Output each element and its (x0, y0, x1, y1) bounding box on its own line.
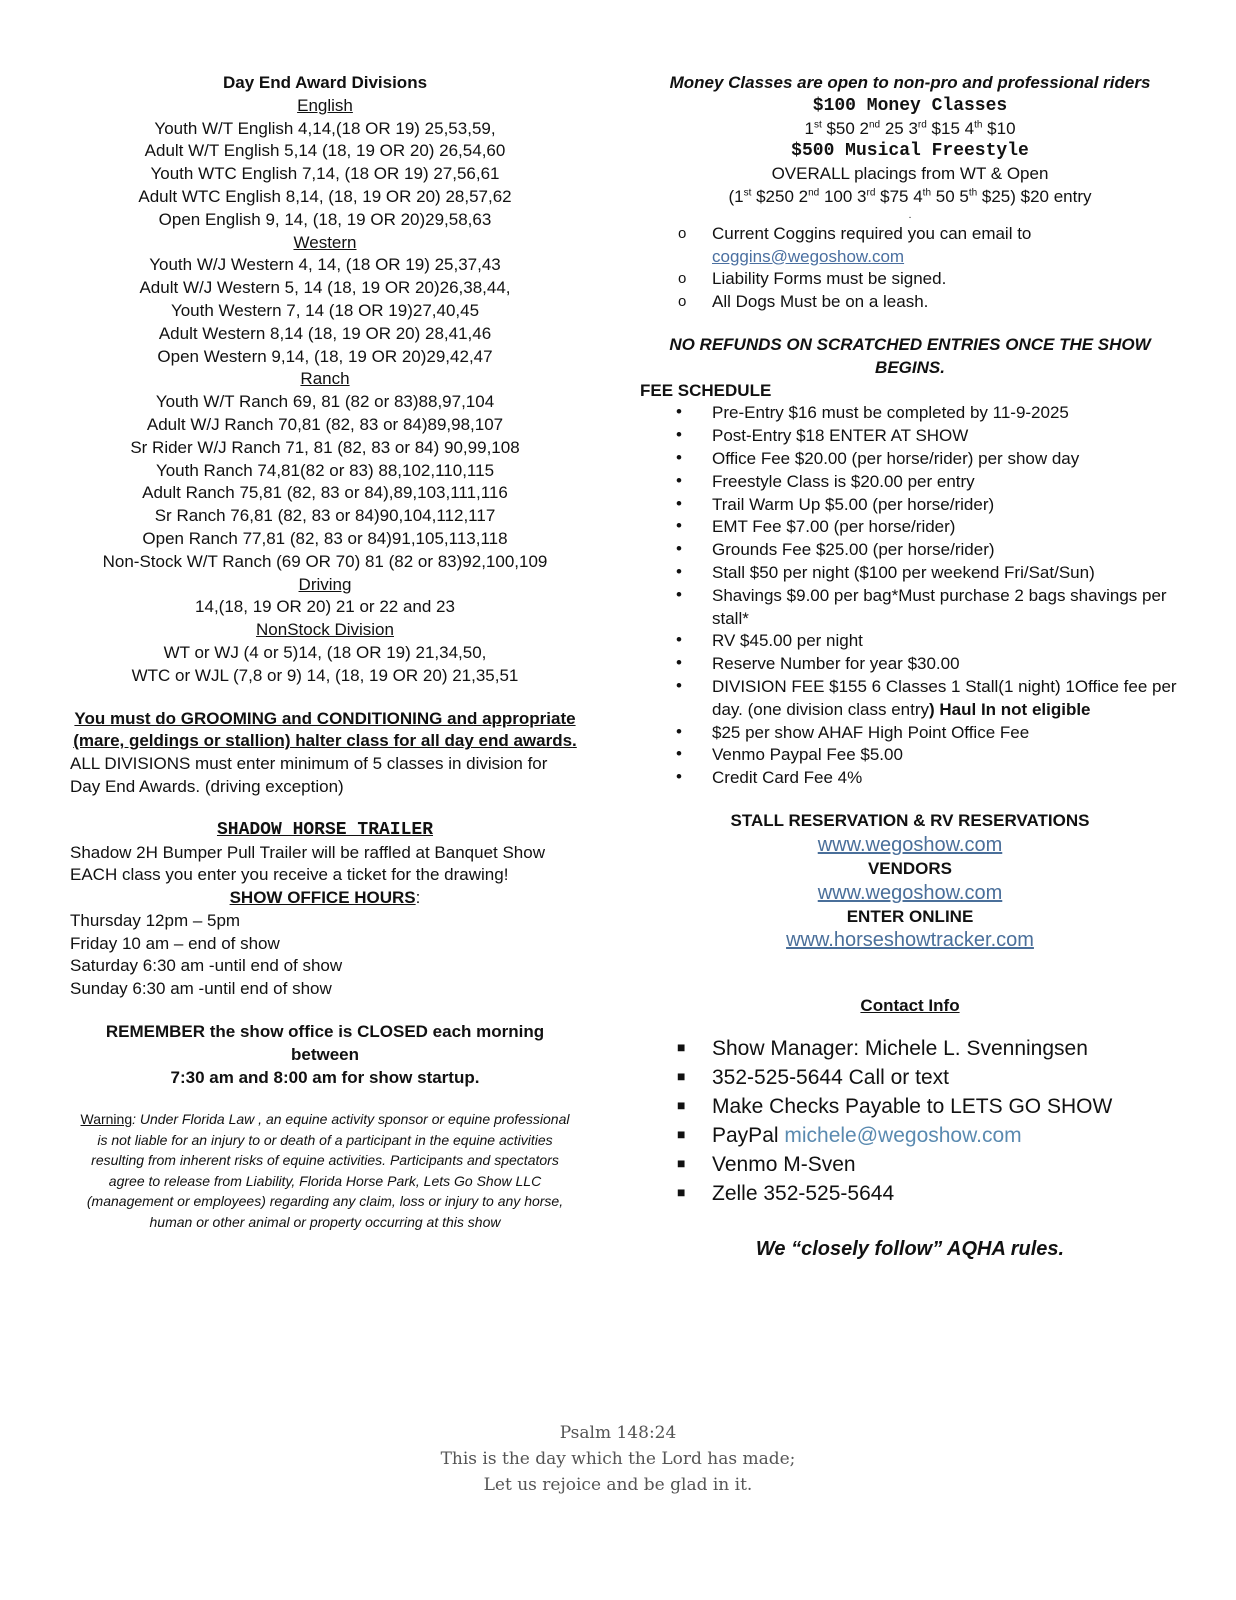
list-item: • Post-Entry $18 ENTER AT SHOW (676, 425, 969, 446)
circle-bullet-icon: o (678, 270, 687, 288)
division-line: WTC or WJL (7,8 or 9) 14, (18, 19 OR 20) 21,35,51 (131, 665, 519, 685)
disc-bullet-icon: • (676, 470, 682, 490)
enter-online-link[interactable]: www.horseshowtracker.com (786, 929, 1034, 952)
square-bullet-icon: ■ (677, 1155, 686, 1172)
disc-bullet-icon: • (676, 767, 682, 787)
office-closed-notice: REMEMBER the show office is CLOSED each morning between 7:30 am and 8:00 am for show startup. (105, 1022, 545, 1087)
office-hours-2: Saturday 6:30 am -until end of show (70, 956, 343, 976)
square-bullet-icon: ■ (677, 1039, 686, 1056)
list-item: • Trail Warm Up $5.00 (per horse/rider) (676, 493, 995, 514)
list-item: • Venmo Paypal Fee $5.00 (676, 744, 903, 765)
aqha-rules-note: We “closely follow” AQHA rules. (755, 1238, 1065, 1261)
money-classes-prizes: 1st $50 2nd 25 3rd $15 4th $10 (804, 118, 1016, 138)
disc-bullet-icon: • (676, 493, 682, 513)
division-heading: NonStock Division (256, 620, 394, 640)
division-line: WT or WJ (4 or 5)14, (18 OR 19) 21,34,50, (163, 642, 487, 662)
contact-list (640, 1034, 1180, 1208)
division-heading: Western (293, 232, 357, 252)
money-classes-title: $100 Money Classes (812, 95, 1008, 116)
trailer-line-1: Shadow 2H Bumper Pull Trailer will be raffled at Banquet Show (70, 842, 545, 862)
list-item: ■ Make Checks Payable to LETS GO SHOW (640, 1092, 1180, 1121)
list-item: • Grounds Fee $25.00 (per horse/rider) (676, 539, 995, 560)
square-bullet-icon: ■ (677, 1184, 686, 1201)
division-line: Adult W/T English 5,14 (18, 19 OR 20) 26,54,60 (144, 141, 506, 161)
division-line: 14,(18, 19 OR 20) 21 or 22 and 23 (195, 597, 455, 617)
division-line: Adult W/J Western 5, 14 (18, 19 OR 20)26,38,44, (139, 278, 511, 298)
list-item: • RV $45.00 per night (676, 630, 863, 651)
list-item: o All Dogs Must be on a leash. (640, 291, 1180, 314)
list-item: • DIVISION FEE $155 6 Classes 1 Stall(1 night) 1Office fee per day. (one division class entry) Haul In not eligible (676, 675, 1177, 719)
square-bullet-icon: ■ (677, 1097, 686, 1114)
disc-bullet-icon: • (676, 675, 682, 695)
division-heading: Ranch (300, 369, 350, 389)
list-item: • Shavings $9.00 per bag*Must purchase 2 bags shavings per stall* (676, 584, 1167, 628)
circle-bullet-icon: o (678, 293, 687, 311)
division-line: Non-Stock W/T Ranch (69 OR 70) 81 (82 or 83)92,100,109 (102, 551, 548, 571)
divisions-title: Day End Award Divisions (222, 73, 428, 92)
square-bullet-icon: ■ (677, 1126, 686, 1143)
division-line: Adult W/J Ranch 70,81 (82, 83 or 84)89,98,107 (146, 414, 504, 434)
vendors-link[interactable]: www.wegoshow.com (817, 881, 1003, 904)
psalm-line-1: This is the day which the Lord has made; (440, 1449, 796, 1469)
office-hours-0: Thursday 12pm – 5pm (70, 910, 241, 930)
freestyle-overall: OVERALL placings from WT & Open (771, 164, 1049, 184)
left-column (70, 72, 580, 1232)
coggins-email-link[interactable]: coggins@wegoshow.com (712, 246, 905, 266)
freestyle-prizes: (1st $250 2nd 100 3rd $75 4th 50 5th $25) $20 entry (728, 186, 1092, 206)
list-item: ■ Zelle 352-525-5644 (640, 1179, 1180, 1208)
division-line: Sr Ranch 76,81 (82, 83 or 84)90,104,112,117 (154, 506, 496, 526)
fee-schedule-list (640, 402, 1180, 790)
paypal-email-link[interactable]: michele@wegoshow.com (784, 1124, 1022, 1148)
money-classes-intro: Money Classes are open to non-pro and professional riders (669, 73, 1151, 92)
trailer-heading: SHADOW HORSE TRAILER (216, 819, 434, 840)
reservations-heading: STALL RESERVATION & RV RESERVATIONS (730, 810, 1090, 830)
list-item: • Freestyle Class is $20.00 per entry (676, 470, 975, 491)
no-refunds-notice: NO REFUNDS ON SCRATCHED ENTRIES ONCE THE SHOW BEGINS. (669, 334, 1151, 377)
office-hours-1: Friday 10 am – end of show (70, 933, 280, 953)
fee-schedule-heading: FEE SCHEDULE (640, 380, 772, 400)
stray-dot: . (908, 209, 912, 221)
list-item: • Stall $50 per night ($100 per weekend Fri/Sat/Sun) (676, 561, 1095, 582)
division-line: Adult WTC English 8,14, (18, 19 OR 20) 28,57,62 (138, 186, 512, 206)
list-item: ■ 352-525-5644 Call or text (640, 1063, 1180, 1092)
division-heading: Driving (298, 574, 352, 594)
division-line: Youth Ranch 74,81(82 or 83) 88,102,110,115 (155, 460, 495, 480)
list-item: • Office Fee $20.00 (per horse/rider) per show day (676, 447, 1080, 468)
trailer-line-2: EACH class you enter you receive a ticket for the drawing! (70, 865, 509, 885)
list-item: • EMT Fee $7.00 (per horse/rider) (676, 516, 956, 537)
list-item: • Credit Card Fee 4% (676, 767, 863, 788)
office-hours-3: Sunday 6:30 am -until end of show (70, 979, 332, 999)
grooming-notice: You must do GROOMING and CONDITIONING and appropriate (mare, geldings or stallion) halter class for all day end awards. (73, 708, 577, 751)
division-line: Open Western 9,14, (18, 19 OR 20)29,42,47 (157, 346, 493, 366)
list-item: • Pre-Entry $16 must be completed by 11-9-2025 (676, 402, 1069, 423)
list-item: • $25 per show AHAF High Point Office Fee (676, 721, 1030, 742)
disc-bullet-icon: • (676, 561, 682, 581)
division-line: Youth W/T Ranch 69, 81 (82 or 83)88,97,104 (155, 392, 495, 412)
disc-bullet-icon: • (676, 402, 682, 422)
division-heading: English (297, 95, 353, 115)
disc-bullet-icon: • (676, 539, 682, 559)
square-bullet-icon: ■ (677, 1068, 686, 1085)
list-item: ■ Venmo M-Sven (640, 1150, 1180, 1179)
division-line: Youth W/J Western 4, 14, (18 OR 19) 25,37,43 (149, 255, 501, 275)
disc-bullet-icon: • (676, 630, 682, 650)
divisions-minimum-text: ALL DIVISIONS must enter minimum of 5 classes in division for Day End Awards. (driving exception) (70, 754, 548, 796)
division-line: Youth WTC English 7,14, (18 OR 19) 27,56,61 (150, 164, 500, 184)
psalm-reference: Psalm 148:24 (559, 1423, 677, 1443)
division-line: Open English 9, 14, (18, 19 OR 20)29,58,63 (158, 209, 492, 229)
right-column (640, 72, 1180, 1261)
disc-bullet-icon: • (676, 516, 682, 536)
division-line: Open Ranch 77,81 (82, 83 or 84)91,105,113,118 (142, 528, 508, 548)
psalm-verse (0, 1420, 1236, 1498)
division-line: Adult Western 8,14 (18, 19 OR 20) 28,41,46 (158, 323, 492, 343)
division-line: Adult Ranch 75,81 (82, 83 or 84),89,103,111,116 (142, 483, 508, 503)
list-item: o Current Coggins required you can email to coggins@wegoshow.com (678, 223, 1032, 266)
list-item: ■ Show Manager: Michele L. Svenningsen (640, 1034, 1180, 1063)
office-hours-heading: SHOW OFFICE HOURS: (229, 888, 421, 908)
list-item: ■ PayPal michele@wegoshow.com (640, 1121, 1180, 1150)
disc-bullet-icon: • (676, 584, 682, 604)
circle-bullet-icon: o (678, 224, 687, 242)
liability-warning: Warning: Under Florida Law , an equine activity sponsor or equine professional is not liable for an injury to or death of a participant in the equine activities resulting from inherent risks of equine activities. Participants and spectators agree to release from Liability, Florida Horse Park, Lets Go Show LLC (management or employees) regarding any claim, loss or injury to any horse, human or other animal or property occurring at this show (80, 1111, 570, 1230)
freestyle-title: $500 Musical Freestyle (791, 141, 1029, 162)
psalm-line-2: Let us rejoice and be glad in it. (483, 1475, 753, 1495)
enter-online-heading: ENTER ONLINE (846, 906, 974, 926)
requirements-list (640, 223, 1180, 314)
disc-bullet-icon: • (676, 447, 682, 467)
division-line: Sr Rider W/J Ranch 71, 81 (82, 83 or 84) 90,99,108 (130, 437, 520, 457)
reservations-link[interactable]: www.wegoshow.com (817, 833, 1003, 856)
disc-bullet-icon: • (676, 425, 682, 445)
disc-bullet-icon: • (676, 744, 682, 764)
contact-heading: Contact Info (860, 996, 960, 1016)
vendors-heading: VENDORS (867, 858, 953, 878)
division-line: Youth W/T English 4,14,(18 OR 19) 25,53,59, (154, 118, 496, 138)
list-item: o Liability Forms must be signed. (640, 268, 1180, 291)
disc-bullet-icon: • (676, 721, 682, 741)
division-line: Youth Western 7, 14 (18 OR 19)27,40,45 (170, 300, 480, 320)
disc-bullet-icon: • (676, 653, 682, 673)
divisions-list (70, 95, 580, 688)
list-item: • Reserve Number for year $30.00 (676, 653, 960, 674)
